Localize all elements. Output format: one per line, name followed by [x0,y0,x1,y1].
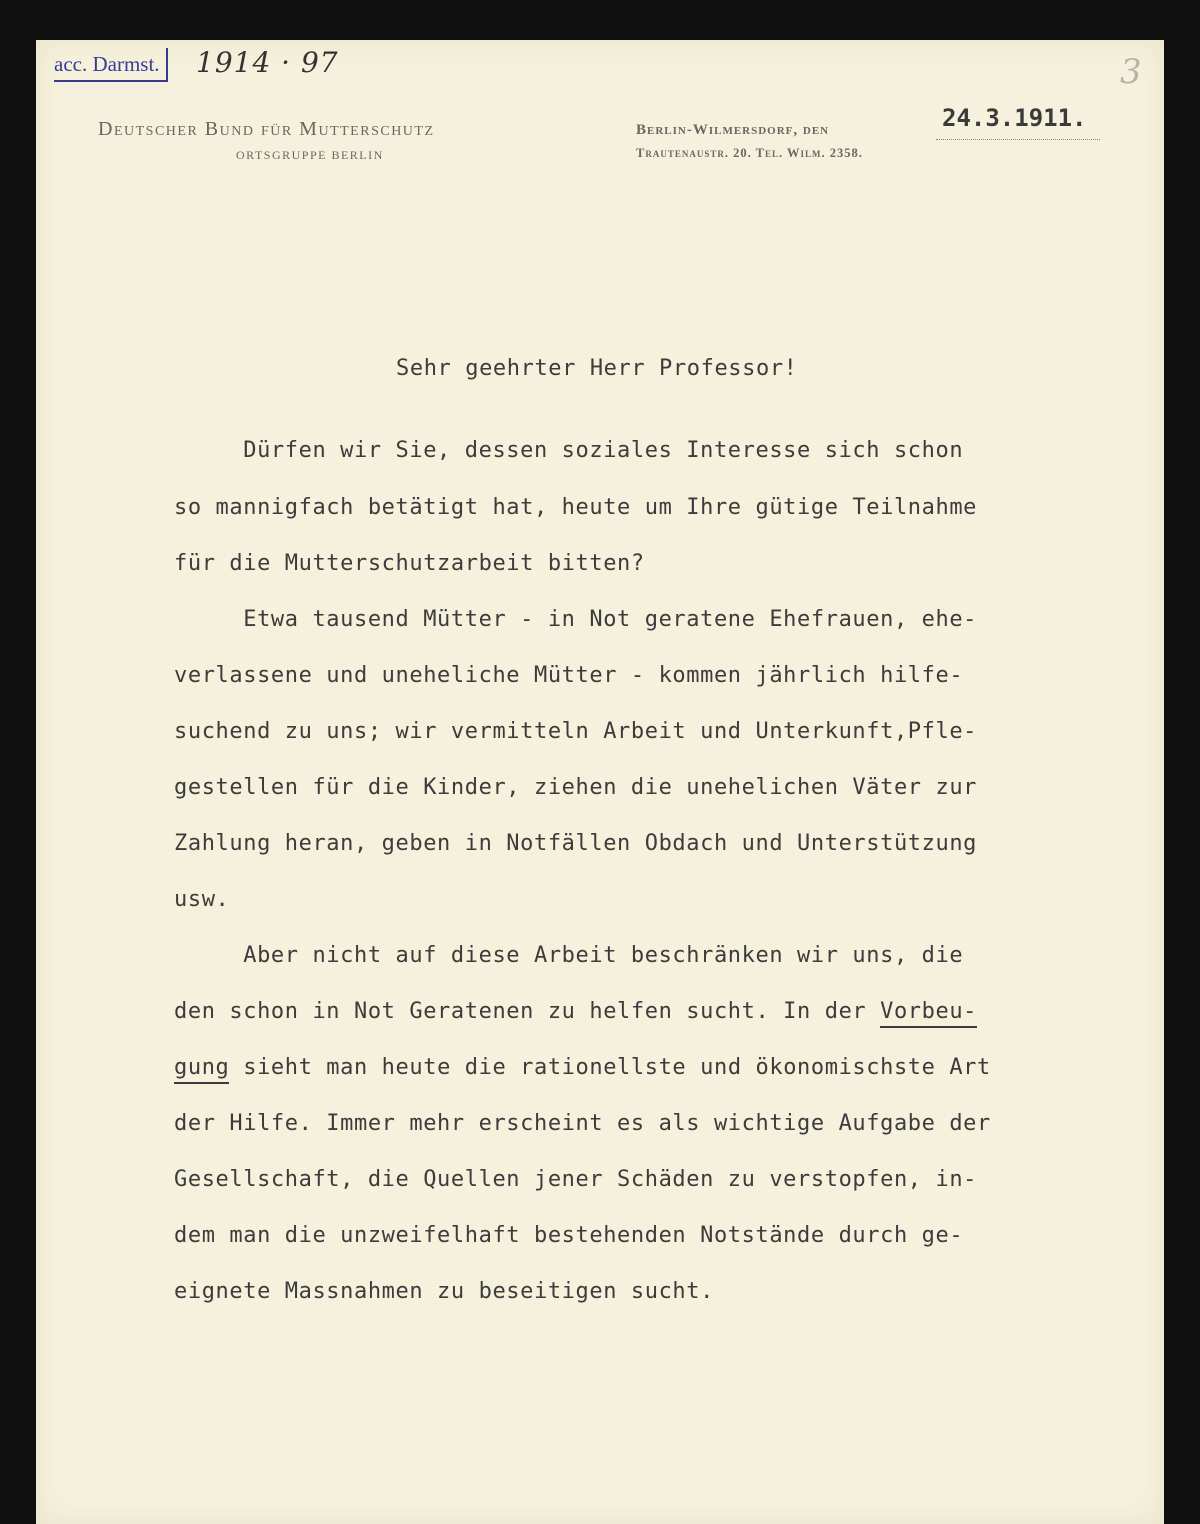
salutation: Sehr geehrter Herr Professor! [396,356,798,381]
date-dotted-line [936,139,1100,140]
accession-number: 1914 · 97 [196,46,339,79]
letterhead-address: Trautenaustr. 20. Tel. Wilm. 2358. [636,146,863,160]
text-line: Gesellschaft, die Quellen jener Schäden zu verstopfen, in- [174,1167,978,1192]
text-line: gestellen für die Kinder, ziehen die unehelichen Väter zur [174,775,978,800]
text-line: so mannigfach betätigt hat, heute um Ihre gütige Teilnahme [174,495,978,520]
archive-stamp [54,48,168,82]
archive-stamp-text: acc. Darmst. [54,52,160,76]
text-line: suchend zu uns; wir vermitteln Arbeit und Unterkunft,Pfle- [174,719,978,744]
text-line: usw. [174,887,230,912]
text-line: Zahlung heran, geben in Notfällen Obdach und Unterstützung [174,831,978,856]
text-line: verlassene und uneheliche Mütter - kommen jährlich hilfe- [174,663,964,688]
text-line: Aber nicht auf diese Arbeit beschränken wir uns, die [174,943,964,968]
text-line: Etwa tausend Mütter - in Not geratene Ehefrauen, ehe- [174,607,978,632]
text-segment: sieht man heute die rationellste und ökonomischste Art [229,1055,991,1080]
text-line: dem man die unzweifelhaft bestehenden Notstände durch ge- [174,1223,964,1248]
text-line [174,1055,991,1080]
text-segment: den schon in Not Geratenen zu helfen sucht. In der [174,999,881,1024]
underlined-word: Vorbeu- [880,999,977,1028]
letterhead-organization: Deutscher Bund für Mutterschutz [98,118,435,140]
letterhead-branch: ORTSGRUPPE BERLIN [236,148,384,162]
text-line [174,999,977,1024]
text-line: der Hilfe. Immer mehr erscheint es als wichtige Aufgabe der [174,1111,991,1136]
underlined-word: gung [174,1055,229,1084]
text-line: für die Mutterschutzarbeit bitten? [174,551,645,576]
text-line: eignete Massnahmen zu beseitigen sucht. [174,1279,714,1304]
text-line: Dürfen wir Sie, dessen soziales Interesse sich schon [174,438,964,463]
letter-date: 24.3.1911. [942,104,1087,132]
letterhead-place: Berlin-Wilmersdorf, den [636,122,830,138]
page-number: 3 [1120,52,1142,92]
letter-page [36,40,1164,1524]
